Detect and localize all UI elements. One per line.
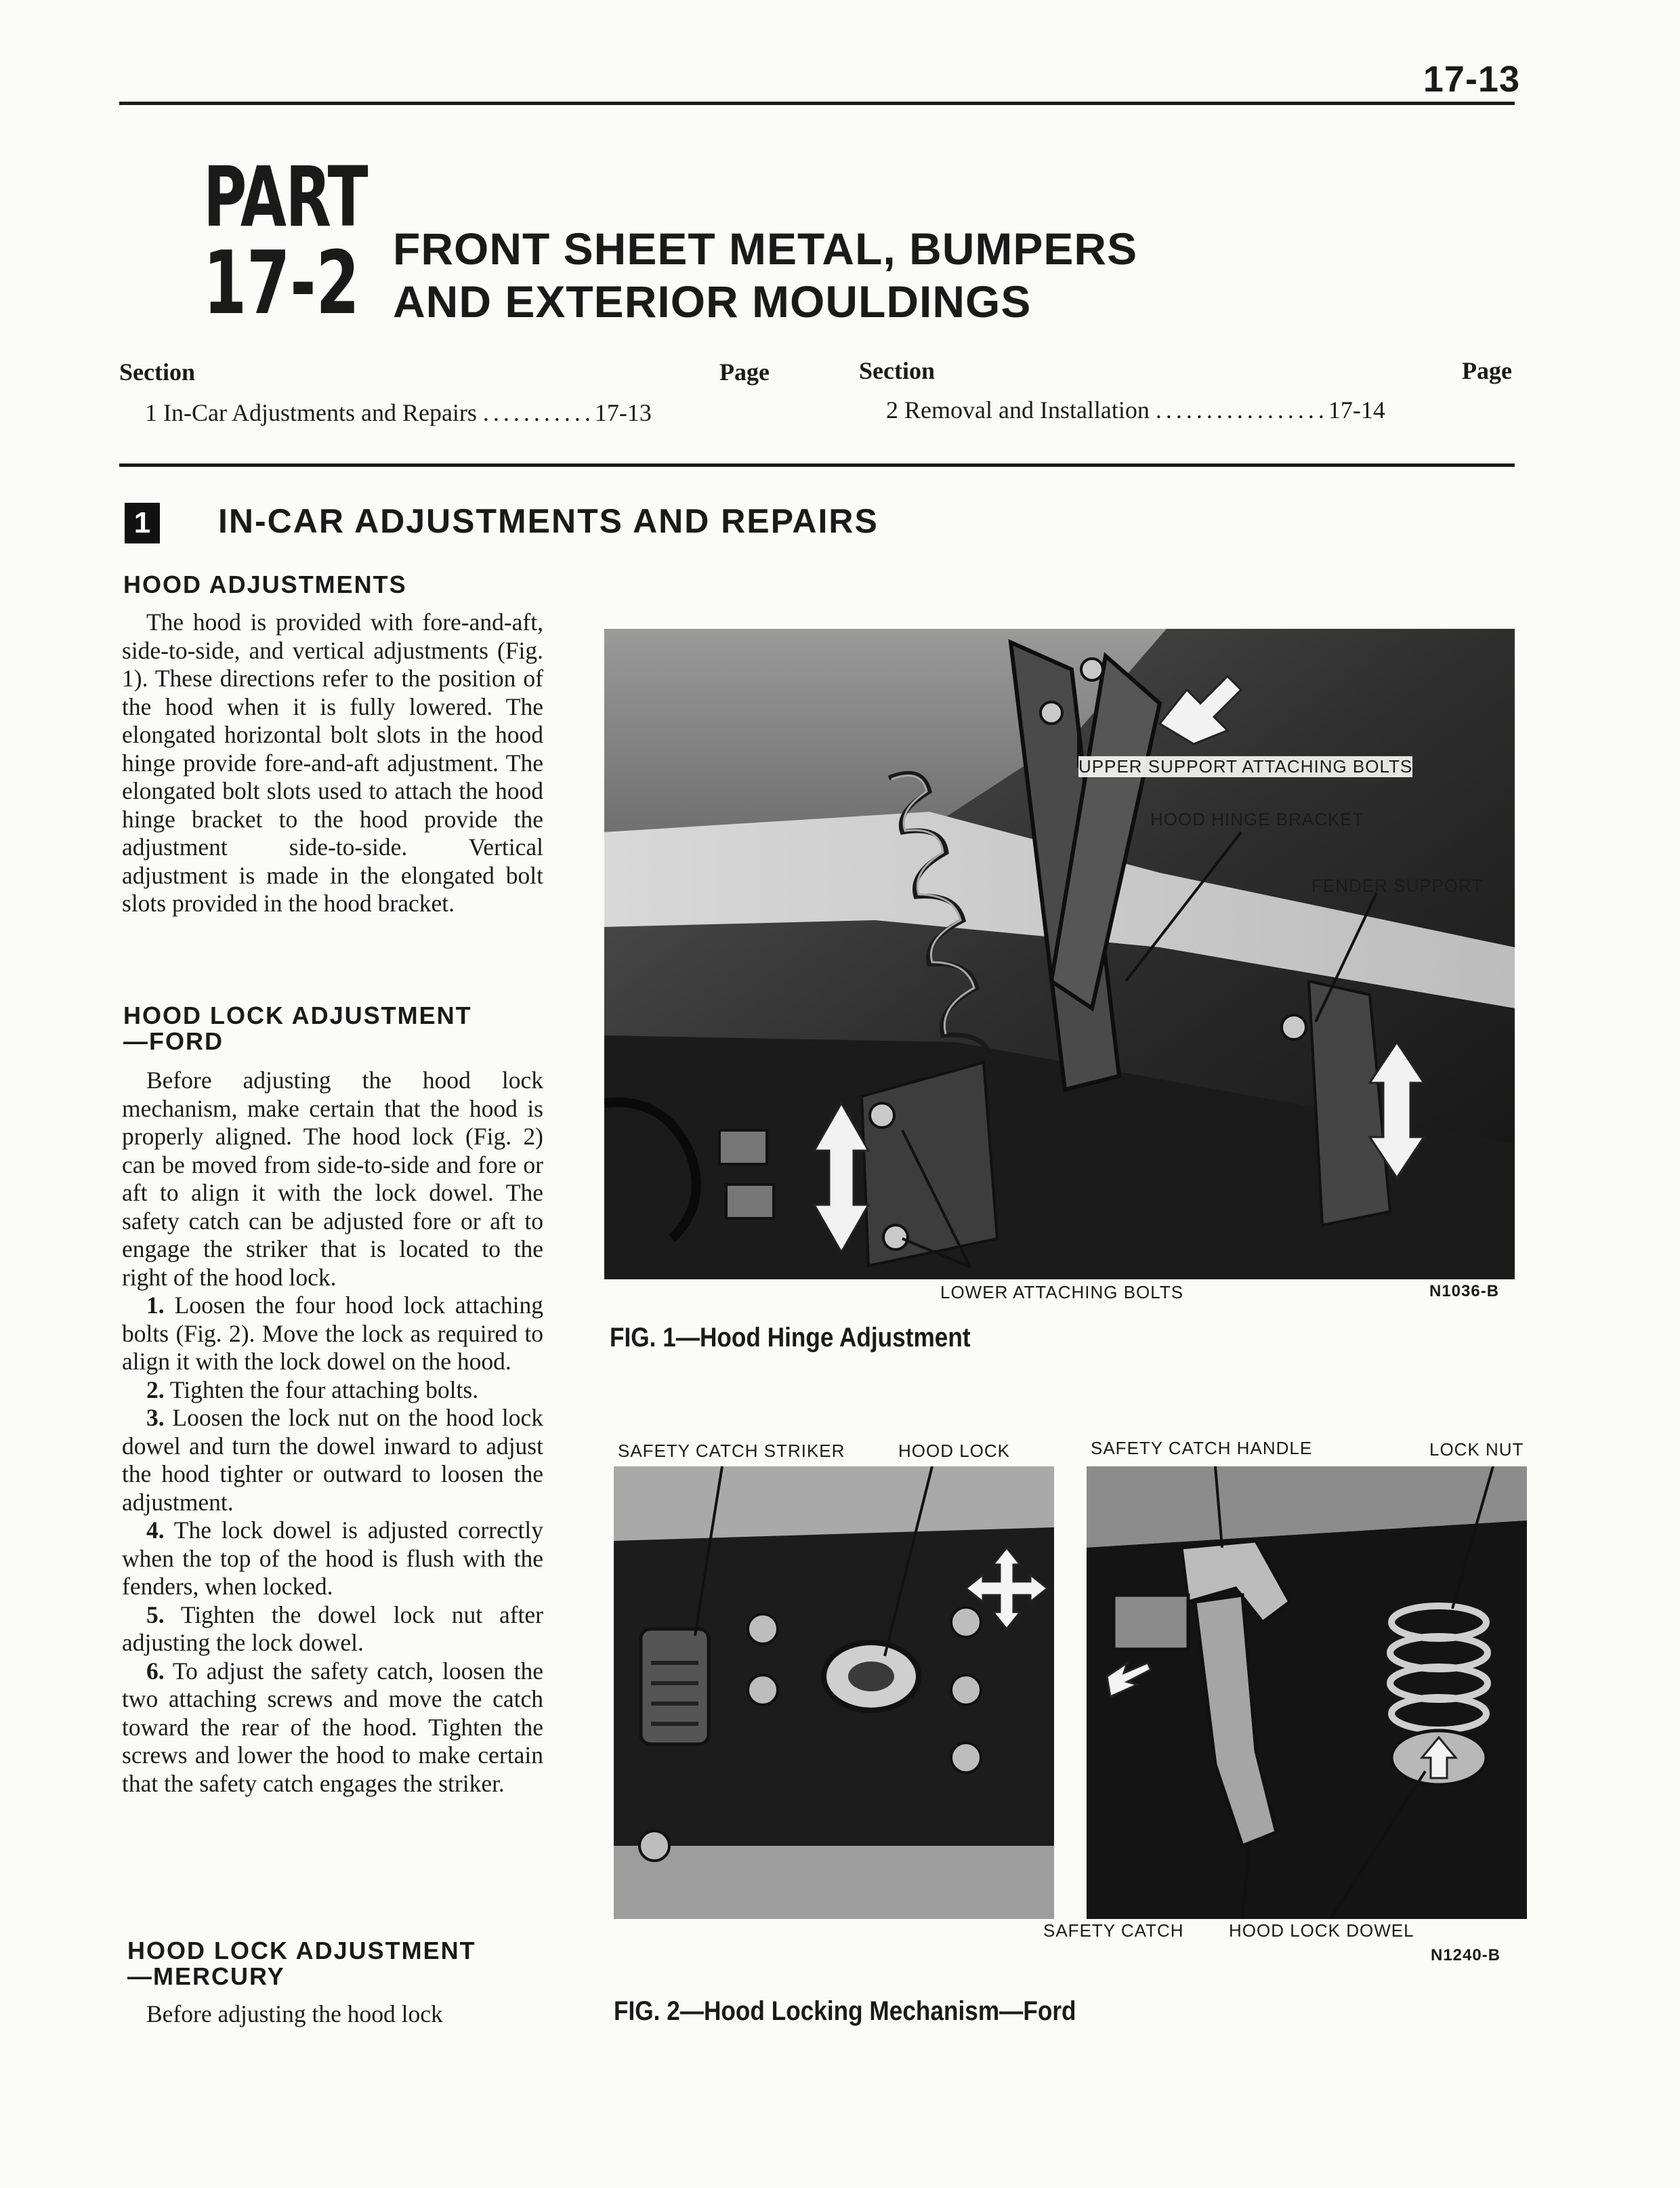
step-4 xyxy=(122,1516,543,1601)
fig1-label-hinge-bracket: HOOD HINGE BRACKET xyxy=(1150,809,1364,829)
step-text: The lock dowel is adjusted correctly when the top of the hood is flush with the fenders, when locked. xyxy=(122,1516,543,1600)
step-6 xyxy=(122,1657,543,1798)
page-number: 17-13 xyxy=(1423,59,1520,100)
fig1-caption: FIG. 1—Hood Hinge Adjustment xyxy=(610,1323,971,1353)
section-title: IN-CAR ADJUSTMENTS AND REPAIRS xyxy=(218,502,879,540)
part-title xyxy=(393,222,1137,328)
part-number: 17-2 xyxy=(203,233,360,334)
section-number-badge: 1 xyxy=(125,503,160,543)
step-text: Loosen the four hood lock attaching bolts (Fig. 2). Move the lock as required to align it with the lock dowel on the hood. xyxy=(122,1292,544,1375)
toc-entry-1[interactable] xyxy=(145,398,775,427)
toc-section-header-right: Section xyxy=(859,357,935,384)
fig1-label-upper-bolts: UPPER SUPPORT ATTACHING BOLTS xyxy=(1078,756,1413,777)
toc-entry-2[interactable] xyxy=(886,396,1523,424)
toc-entry-page: 17-14 xyxy=(1328,396,1385,424)
toc-entry-title: In-Car Adjustments and Repairs xyxy=(163,399,477,426)
step-number: 4. xyxy=(146,1516,165,1544)
part-title-line-2: AND EXTERIOR MOULDINGS xyxy=(393,276,1032,327)
fig2-label-safety-catch: SAFETY CATCH xyxy=(1043,1920,1184,1941)
fig2-label-hood-lock: HOOD LOCK xyxy=(898,1441,1011,1461)
toc-entry-number: 1 xyxy=(145,399,157,426)
step-text: Loosen the lock nut on the hood lock dowel and turn the dowel inward to adjust the hood tighter or outward to loosen the adjustment. xyxy=(122,1404,544,1516)
fig2-label-lock-dowel: HOOD LOCK DOWEL xyxy=(1229,1920,1414,1941)
heading-line-2: —FORD xyxy=(123,1027,224,1055)
step-text: To adjust the safety catch, loosen the two attaching screws and move the catch toward the rear of the hood. Tighten the screws and lower the hood to make certain that the safety catch engages the striker. xyxy=(122,1657,544,1797)
hood-lock-mercury-heading xyxy=(127,1938,476,1989)
fig2-code: N1240-B xyxy=(1431,1946,1501,1964)
fig2-caption: FIG. 2—Hood Locking Mechanism—Ford xyxy=(614,1996,1076,2026)
step-number: 2. xyxy=(146,1376,165,1403)
fig1-code: N1036-B xyxy=(1429,1282,1500,1300)
toc-leader-dots: ................. xyxy=(1155,396,1328,424)
step-number: 5. xyxy=(146,1601,165,1628)
toc-entry-title: Removal and Installation xyxy=(904,396,1150,424)
paragraph: Before adjusting the hood lock mechanism, make certain that the hood is properly aligned. The hood lock (Fig. 2) can be moved from side-to-side and fore or aft to align it with the lock dowel. The safety catch can be adjusted fore or aft to engage the striker that is located to the right of the hood lock. xyxy=(122,1067,543,1291)
hood-lock-mercury-text xyxy=(122,2000,543,2029)
step-1 xyxy=(122,1292,543,1376)
part-title-line-1: FRONT SHEET METAL, BUMPERS xyxy=(393,224,1138,274)
figure-2-right-photo xyxy=(1087,1466,1527,1919)
figure-2-left-photo xyxy=(614,1466,1054,1919)
toc-section-header-left: Section xyxy=(119,358,195,386)
toc-leader-dots: ........... xyxy=(482,399,595,426)
step-text: Tighten the dowel lock nut after adjusting the lock dowel. xyxy=(122,1601,543,1656)
toc-page-header-left: Page xyxy=(719,358,770,386)
toc-entry-page: 17-13 xyxy=(594,399,652,426)
step-number: 1. xyxy=(146,1292,165,1319)
fig2-label-lock-nut: LOCK NUT xyxy=(1429,1439,1524,1460)
step-text: Tighten the four attaching bolts. xyxy=(169,1376,479,1403)
fig1-label-fender-support: FENDER SUPPORT xyxy=(1311,875,1484,896)
toc-page-header-right: Page xyxy=(1462,357,1512,384)
heading-line-1: HOOD LOCK ADJUSTMENT xyxy=(123,1002,472,1029)
top-rule xyxy=(119,102,1515,105)
heading-line-2: —MERCURY xyxy=(127,1962,285,1990)
toc-rule xyxy=(119,463,1515,467)
hood-lock-ford-heading xyxy=(123,1003,472,1054)
step-5 xyxy=(122,1601,543,1657)
fig2-label-striker: SAFETY CATCH STRIKER xyxy=(618,1441,845,1461)
heading-line-1: HOOD LOCK ADJUSTMENT xyxy=(127,1937,476,1964)
hood-adjustments-text xyxy=(122,608,543,918)
hood-lock-ford-text xyxy=(122,1067,543,1798)
paragraph: The hood is provided with fore-and-aft, side-to-side, and vertical adjustments (Fig. 1). These directions refer to the position of the hood when it is fully lowered. The elongated horizontal bolt slots in the hood hinge provide fore-and-aft adjustment. The elongated bolt slots used to attach the hood hinge bracket to the hood provide the adjustment side-to-side. Vertical adjustment is made in the elongated bolt slots provided in the hood bracket. xyxy=(122,608,543,917)
fig1-label-lower-bolts: LOWER ATTACHING BOLTS xyxy=(940,1282,1184,1302)
figure-1-photo xyxy=(604,629,1515,1279)
part-word: PART xyxy=(203,149,368,245)
fig2-label-catch-handle: SAFETY CATCH HANDLE xyxy=(1091,1438,1313,1458)
step-number: 3. xyxy=(146,1404,165,1431)
toc-entry-number: 2 xyxy=(886,396,898,424)
step-number: 6. xyxy=(146,1657,165,1685)
step-2 xyxy=(122,1376,543,1405)
paragraph: Before adjusting the hood lock xyxy=(146,2000,443,2027)
hood-adjustments-heading: HOOD ADJUSTMENTS xyxy=(123,571,407,598)
step-3 xyxy=(122,1404,543,1516)
